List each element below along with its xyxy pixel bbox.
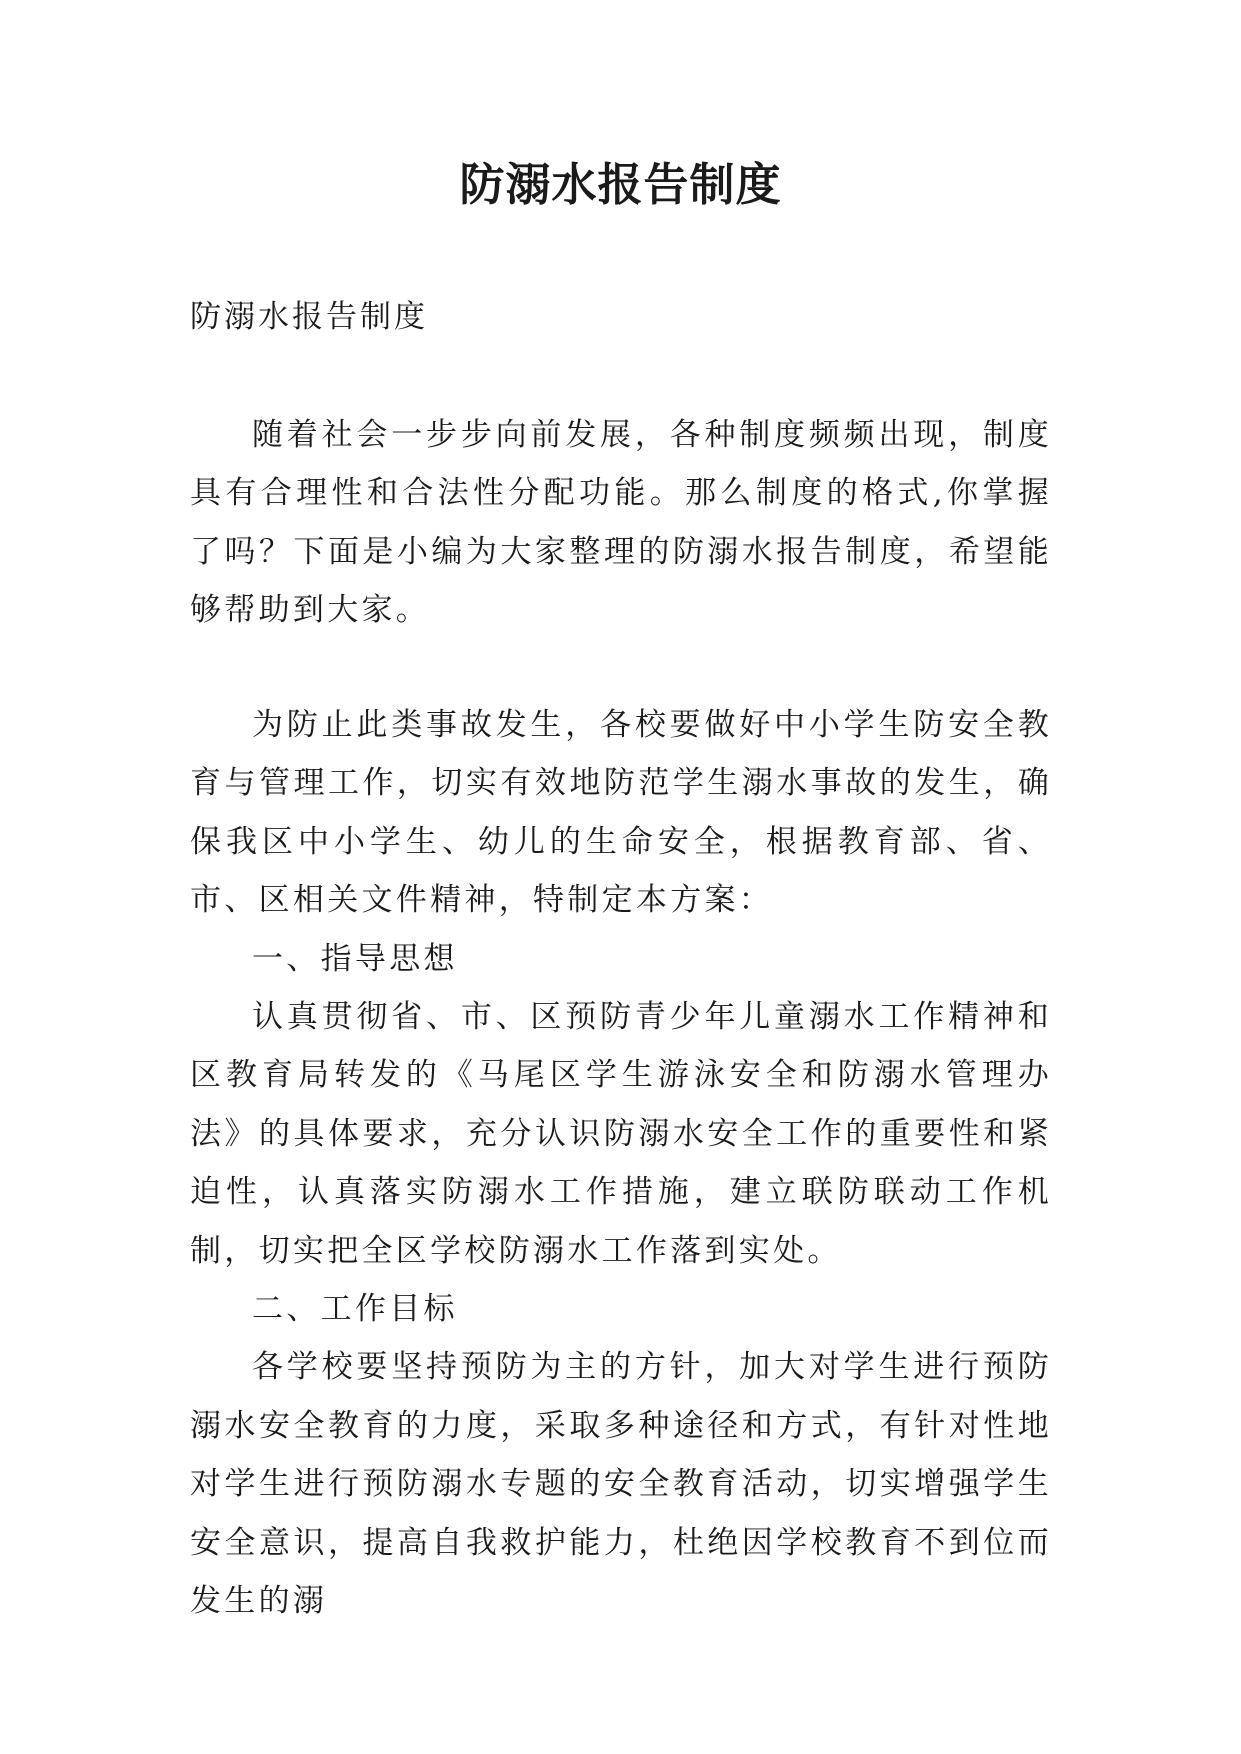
body-paragraph: 为防止此类事故发生，各校要做好中小学生防安全教育与管理工作，切实有效地防范学生溺水事故的发生，确保我区中小学生、幼儿的生命安全，根据教育部、省、市、区相关文件精神，特制定本方案： bbox=[190, 707, 1052, 919]
body-paragraph: 各学校要坚持预防为主的方针，加大对学生进行预防溺水安全教育的力度，采取多种途径和方式，有针对性地对学生进行预防溺水专题的安全教育活动，切实增强学生安全意识，提高自我救护能力，杜绝因学校教育不到位而发生的溺 bbox=[190, 1349, 1052, 1620]
document-title: 防溺水报告制度 bbox=[459, 158, 782, 211]
body-block bbox=[190, 696, 1052, 1631]
intro-block bbox=[190, 406, 1052, 640]
section-heading: 二、工作目标 bbox=[252, 1291, 458, 1328]
intro-paragraph: 随着社会一步步向前发展，各种制度频频出现，制度具有合理性和合法性分配功能。那么制度的格式,你掌握了吗？下面是小编为大家整理的防溺水报告制度，希望能够帮助到大家。 bbox=[190, 417, 1052, 629]
body-paragraph: 认真贯彻省、市、区预防青少年儿童溺水工作精神和区教育局转发的《马尾区学生游泳安全和防溺水管理办法》的具体要求，充分认识防溺水安全工作的重要性和紧迫性，认真落实防溺水工作措施，建立联防联动工作机制，切实把全区学校防溺水工作落到实处。 bbox=[190, 999, 1052, 1269]
document-subtitle: 防溺水报告制度 bbox=[190, 299, 428, 335]
section-heading: 一、指导思想 bbox=[252, 940, 458, 977]
